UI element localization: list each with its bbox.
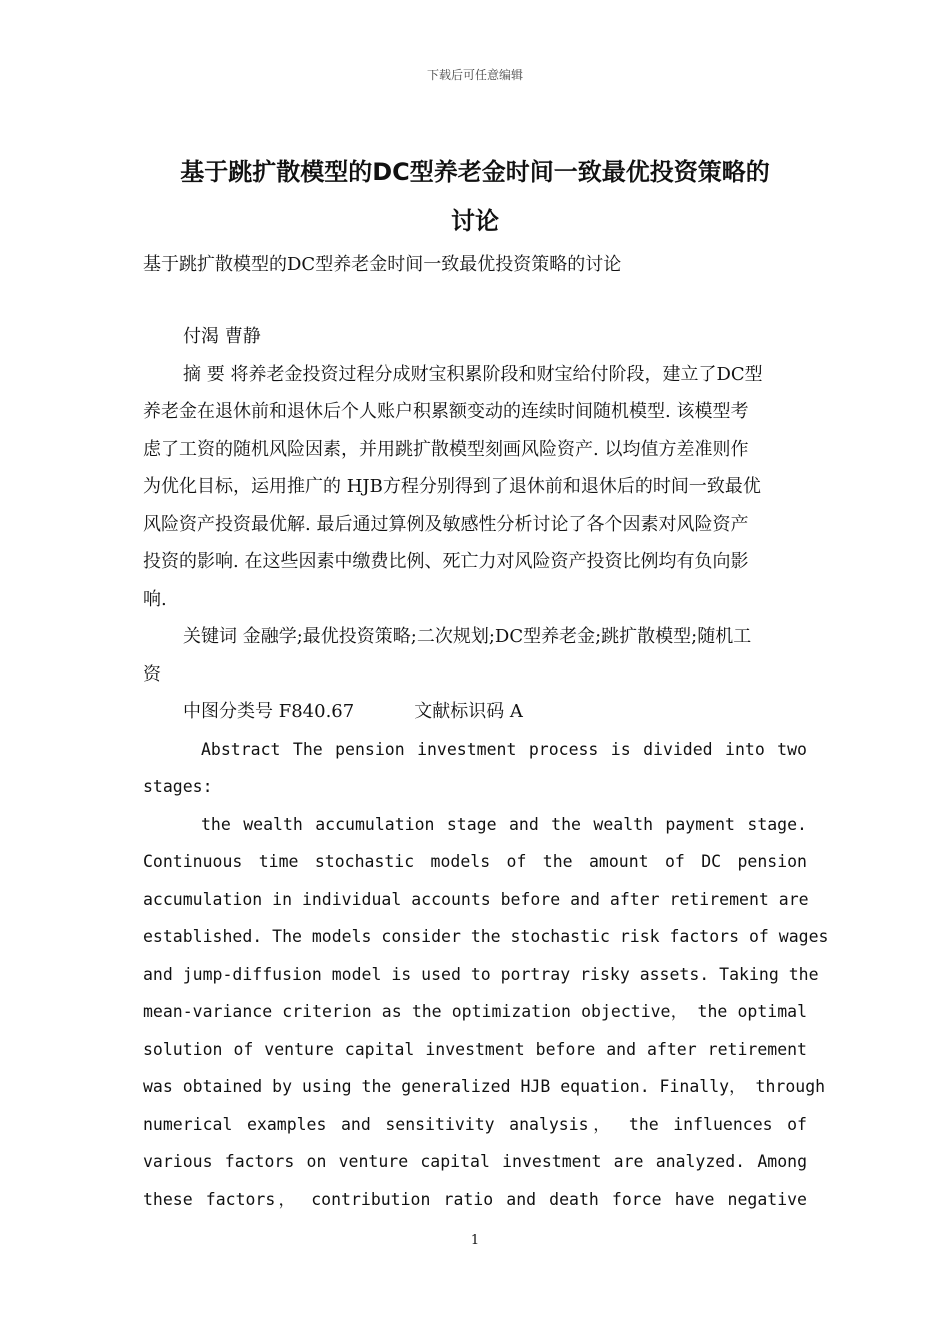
clc-number: 中图分类号 F840.67 [183, 701, 355, 722]
abstract-cn-line: 摘 要 将养老金投资过程分成财宝积累阶段和财宝给付阶段，建立了DC型 [183, 363, 763, 385]
abstract-en-line: Abstract The pension investment process is divided into two [201, 739, 807, 759]
authors: 付渴 曹静 [183, 326, 261, 347]
abstract-en-line: was obtained by using the generalized HJB equation. Finally， through [143, 1077, 826, 1096]
title-line-1: 基于跳扩散模型的DC型养老金时间一致最优投资策略的 [180, 158, 770, 186]
classification [143, 693, 807, 731]
keywords-line: 关键词 金融学;最优投资策略;二次规划;DC型养老金;跳扩散模型;随机工 [183, 626, 752, 647]
abstract-en-line: mean-variance criterion as the optimization objective， the optimal [143, 1002, 807, 1021]
abstract-cn-line: 为优化目标，运用推广的 HJB方程分别得到了退休前和退休后的时间一致最优 [143, 476, 761, 497]
abstract-en-line: various factors on venture capital investment are analyzed. Among [143, 1152, 807, 1171]
abstract-en-line: and jump-diffusion model is used to portray risky assets. Taking the [143, 964, 819, 984]
abstract-cn-line: 风险资产投资最优解. 最后通过算例及敏感性分析讨论了各个因素对风险资产 [143, 513, 749, 535]
abstract-cn-line: 虑了工资的随机风险因素，并用跳扩散模型刻画风险资产. 以均值方差准则作 [143, 438, 749, 460]
document-code: 文献标识码 A [414, 701, 523, 722]
abstract-en-line: established. The models consider the stochastic risk factors of wages [143, 927, 829, 946]
abstract-en-line: solution of venture capital investment before and after retirement [143, 1039, 807, 1059]
page-number: 1 [470, 1233, 480, 1248]
abstract-en-line: stages: [143, 777, 213, 796]
abstract-en-line: Continuous time stochastic models of the amount of DC pension [143, 852, 807, 871]
abstract-cn-line: 响. [143, 588, 167, 610]
title-line-2: 讨论 [451, 207, 499, 235]
page-header: 下载后可任意编辑 [426, 68, 523, 82]
abstract-cn-line: 养老金在退休前和退休后个人账户积累额变动的连续时间随机模型. 该模型考 [143, 401, 749, 422]
abstract-en-line: these factors， contribution ratio and death force have negative [143, 1189, 807, 1209]
article-body [143, 318, 829, 1218]
keywords-line: 资 [143, 663, 161, 685]
abstract-en-line: accumulation in individual accounts before and after retirement are [143, 889, 809, 909]
subtitle: 基于跳扩散模型的DC型养老金时间一致最优投资策略的讨论 [143, 254, 622, 275]
abstract-cn-line: 投资的影响. 在这些因素中缴费比例、死亡力对风险资产投资比例均有负向影 [143, 551, 749, 572]
abstract-en-line: the wealth accumulation stage and the wealth payment stage. [201, 814, 807, 834]
abstract-en-line: numerical examples and sensitivity analysis， the influences of [143, 1114, 807, 1134]
